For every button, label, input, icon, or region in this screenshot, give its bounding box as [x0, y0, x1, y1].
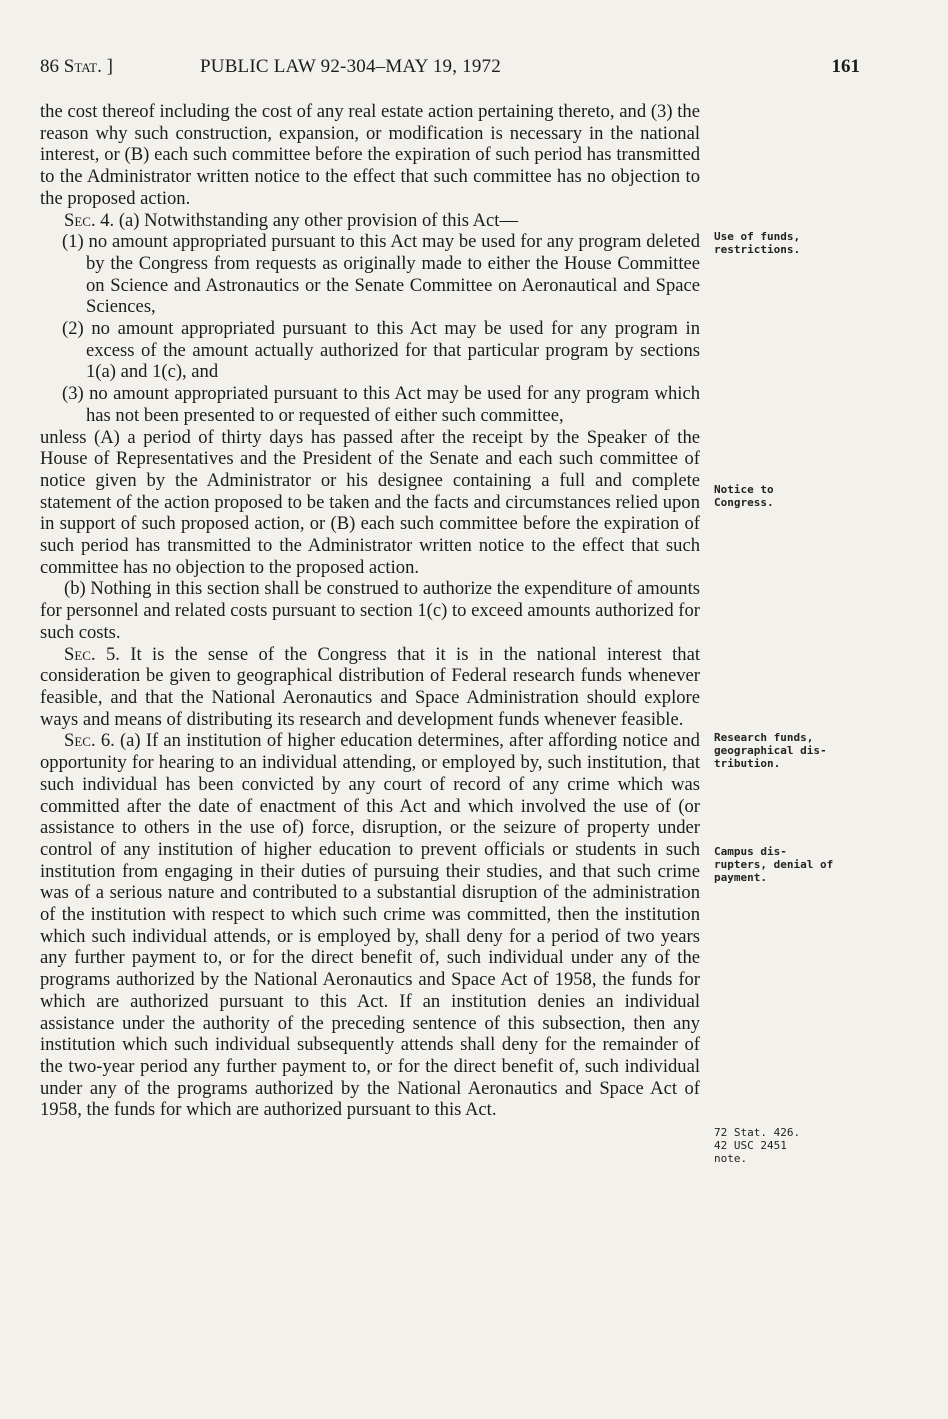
- section-4-item-2: (2) no amount appropriated pursuant to this Act may be used for any program in excess of the amount actually authorized for that particular program by sections 1(a) and 1(c), and: [62, 318, 700, 383]
- margin-note-line: Notice to: [714, 483, 774, 496]
- margin-note-line: restrictions.: [714, 243, 801, 256]
- margin-note-research: [714, 731, 834, 770]
- section-5-label: Sec. 5.: [64, 643, 120, 665]
- section-5-text: It is the sense of the Congress that it is in the national interest that consideration be given to geographical distribution of Federal research funds whenever feasible, and that the National Aeronautics and Space Administration should explore ways and means of distributing its research and development funds whenever feasible.: [40, 643, 700, 730]
- margin-note-line: note.: [714, 1152, 748, 1165]
- margin-note-use-of-funds: [714, 230, 834, 256]
- margin-note-line: 42 USC 2451: [714, 1139, 787, 1152]
- section-6-label: Sec. 6.: [64, 730, 115, 752]
- margin-note-campus: [714, 845, 834, 884]
- law-text: [40, 101, 700, 1121]
- section-4-b: (b) Nothing in this section shall be construed to authorize the expenditure of amounts for personnel and related costs pursuant to section 1(c) to exceed amounts authorized for such costs.: [40, 578, 700, 643]
- page-header: [40, 56, 860, 86]
- section-6-text: (a) If an institution of higher education determines, after affording notice and opportunity for hearing to an individual attending, or employed by, such institution, that such individual has been convicted by any court of record of any crime which was committed after the date of enactment of this Act and which involved the use of (or assistance to others in the use of) force, disruption, or the seizure of property under control of any institution of higher education to prevent officials or students in such institution from engaging in their duties of pursuing their studies, and that such crime was of a serious nature and contributed to a substantial disruption of the administration of the institution with respect to which such crime was committed, then the institution which such individual attends, or is employed by, shall deny for a period of two years any further payment to, or for the direct benefit of, such individual under any of the programs authorized by the National Aeronautics and Space Act of 1958, the funds for which are authorized pursuant to this Act. If an institution denies an individual assistance under the authority of the preceding sentence of this subsection, then any institution which such individual subsequently attends shall deny for the remainder of the two-year period any further payment to, or for the direct benefit of, such individual under any of the programs authorized by the National Aeronautics and Space Act of 1958, the funds for which are authorized pursuant to this Act.: [40, 730, 700, 1121]
- margin-note-citation: [714, 1126, 834, 1165]
- section-4-intro: [40, 210, 700, 232]
- page-number: 161: [831, 56, 860, 77]
- section-5: [40, 644, 700, 731]
- margin-note-line: Use of funds,: [714, 230, 801, 243]
- section-4-item-1: (1) no amount appropriated pursuant to this Act may be used for any program deleted by the Congress from requests as originally made to either the House Committee on Science and Astronautics or the Senate Committee on Aeronautical and Space Sciences,: [62, 231, 700, 318]
- section-4-unless-clause: unless (A) a period of thirty days has passed after the receipt by the Speaker of the House of Representatives and the President of the Senate and each such committee of notice given by the Administrator or his designee containing a full and complete statement of the action proposed to be taken and the facts and circumstances relied upon in support of such proposed action, or (B) each such committee before the expiration of such period has transmitted to the Administrator written notice to the effect that such committee has no objection to the proposed action.: [40, 426, 700, 578]
- margin-note-line: rupters, denial of: [714, 858, 834, 871]
- margin-note-line: 72 Stat. 426.: [714, 1126, 801, 1139]
- margin-note-line: payment.: [714, 871, 767, 884]
- margin-note-line: geographical dis-: [714, 744, 827, 757]
- margin-note-notice: [714, 483, 834, 509]
- section-4-intro-text: (a) Notwithstanding any other provision of this Act—: [114, 209, 519, 231]
- margin-note-line: Congress.: [714, 496, 774, 509]
- page-title: PUBLIC LAW 92-304–MAY 19, 1972: [200, 56, 501, 77]
- section-4-item-3: (3) no amount appropriated pursuant to this Act may be used for any program which has not been presented to or requested of either such committee,: [62, 383, 700, 426]
- stat-reference: 86 Stat. ]: [40, 56, 113, 77]
- section-4-label: Sec. 4.: [64, 209, 115, 231]
- margin-note-line: Campus dis-: [714, 845, 787, 858]
- section-6: [40, 730, 700, 1121]
- paragraph-continuation: the cost thereof including the cost of any real estate action pertaining thereto, and (3) the reason why such construction, expansion, or modification is necessary in the national interest, or (B) each such committee before the expiration of such period has transmitted to the Administrator written notice to the effect that such committee has no objection to the proposed action.: [40, 101, 700, 209]
- margin-note-line: tribution.: [714, 757, 781, 770]
- margin-note-line: Research funds,: [714, 731, 814, 744]
